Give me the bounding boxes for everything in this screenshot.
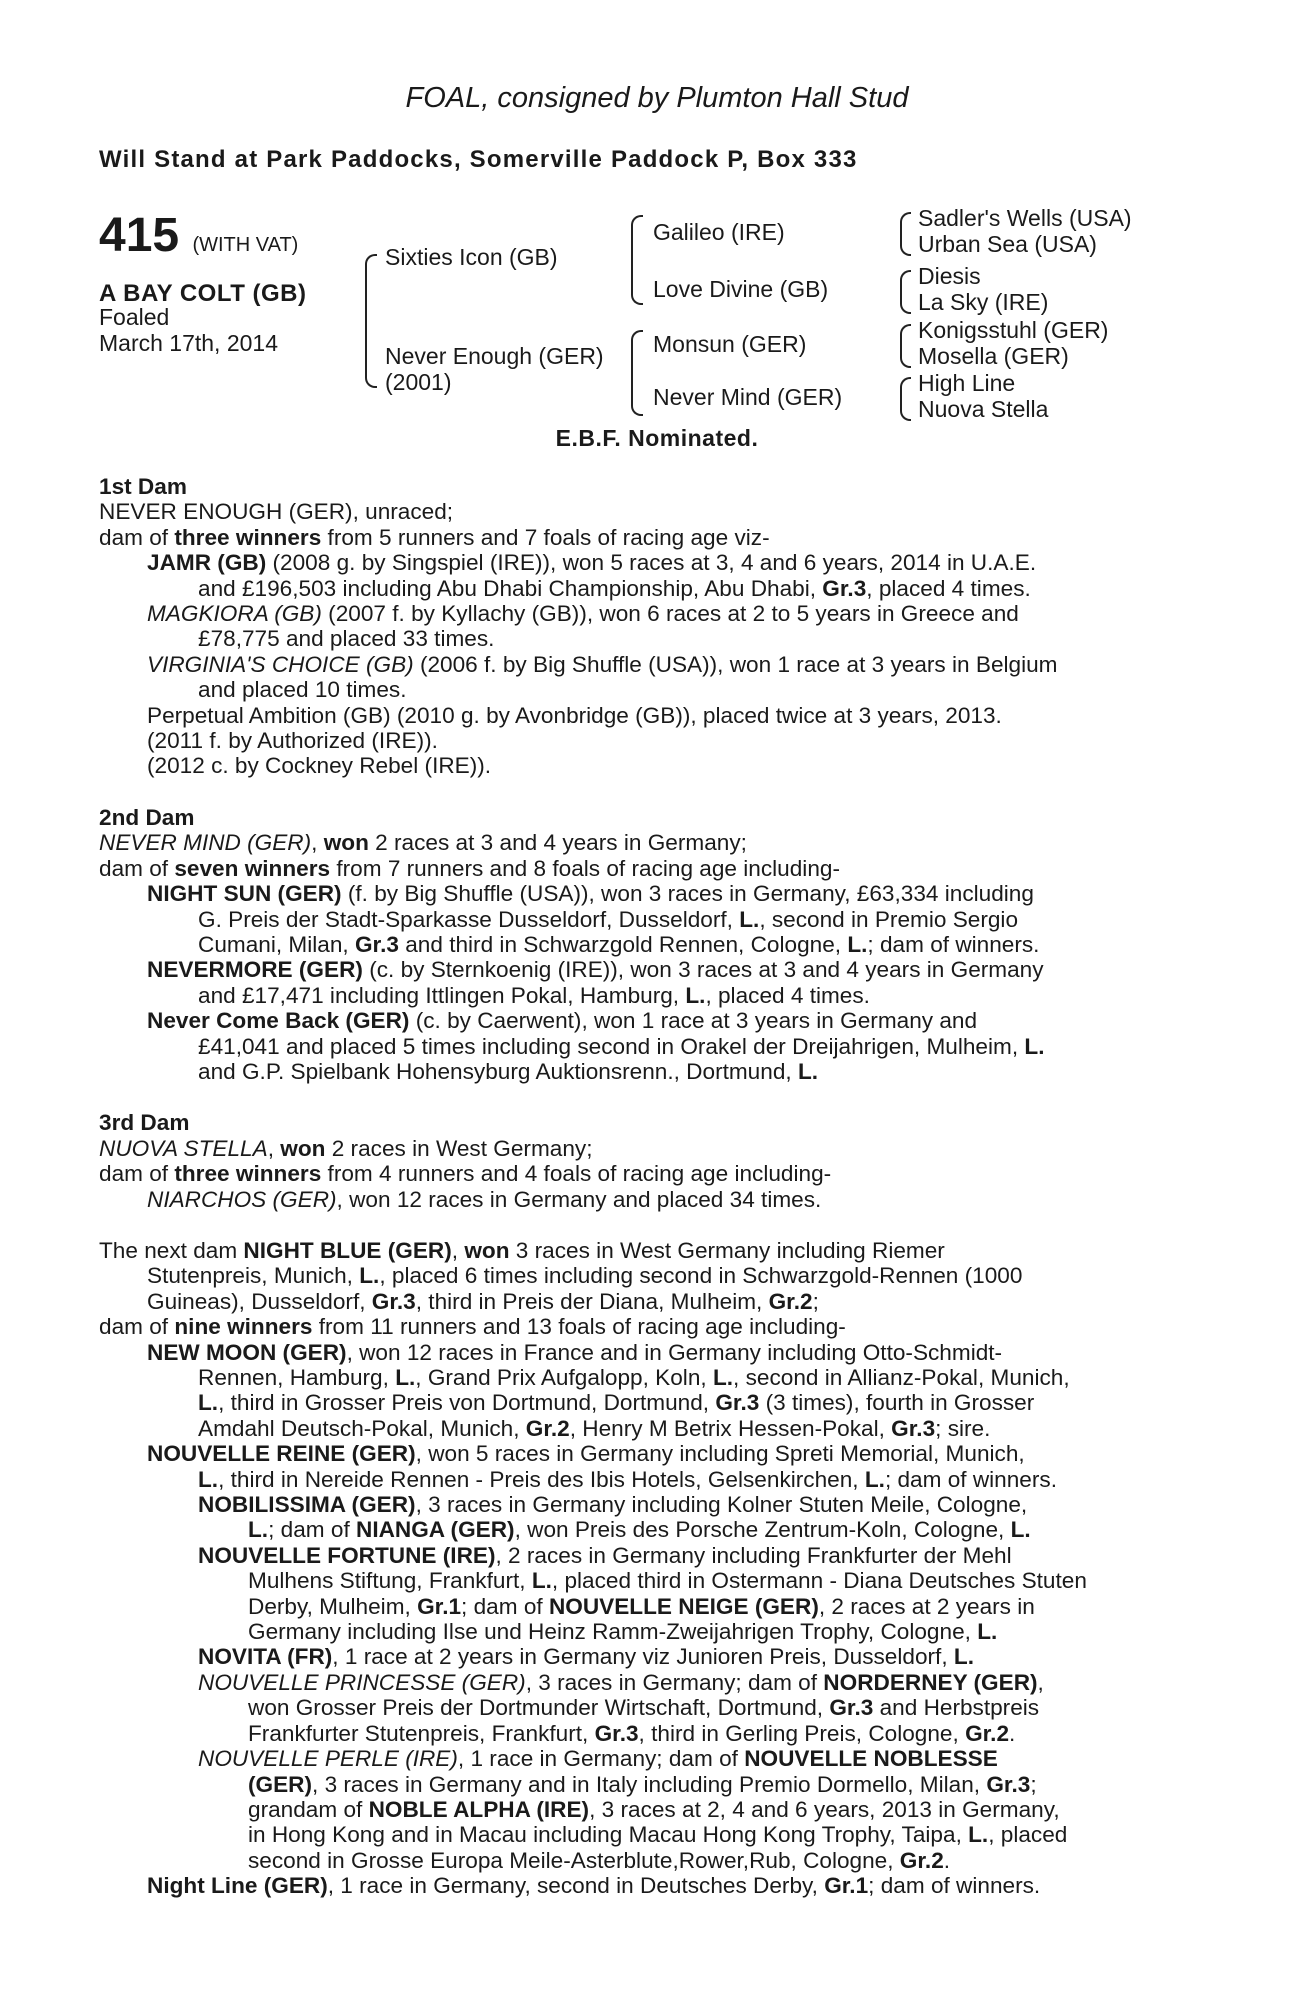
pedigree-gen3-6: Mosella (GER) [918, 343, 1069, 369]
lot-number [99, 208, 298, 263]
pedigree-dam-sire: Monsun (GER) [653, 331, 807, 357]
produce-entry: (2011 f. by Authorized (IRE)). [147, 728, 438, 754]
third-dam-line: NUOVA STELLA, won 2 races in West Germany; [99, 1135, 593, 1161]
pedigree-gen3-2: Urban Sea (USA) [918, 231, 1097, 257]
produce-entry-sub: NOUVELLE FORTUNE (IRE), 2 races in Germany including Frankfurter der Mehl [198, 1542, 1012, 1568]
pedigree-bracket-g2 [900, 270, 911, 314]
first-dam-line: NEVER ENOUGH (GER), unraced; [99, 499, 454, 525]
produce-entry: VIRGINIA'S CHOICE (GB) (2006 f. by Big Shuffle (USA)), won 1 race at 3 years in Belgium [147, 651, 1058, 677]
produce-entry-sub-cont: second in Grosse Europa Meile-Asterblute,Rower,Rub, Cologne, Gr.2. [248, 1847, 951, 1873]
pedigree-gen3-5: Konigsstuhl (GER) [918, 317, 1109, 343]
produce-entry-cont: and £196,503 including Abu Dhabi Championship, Abu Dhabi, Gr.3, placed 4 times. [198, 575, 1031, 601]
produce-entry-cont: £78,775 and placed 33 times. [198, 626, 495, 652]
produce-entry-cont: L., third in Grosser Preis von Dortmund, Dortmund, Gr.3 (3 times), fourth in Grosser [198, 1390, 1035, 1416]
produce-entry-sub-cont: (GER), 3 races in Germany and in Italy including Premio Dormello, Milan, Gr.3; [248, 1771, 1037, 1797]
produce-entry-cont: Amdahl Deutsch-Pokal, Munich, Gr.2, Henry M Betrix Hessen-Pokal, Gr.3; sire. [198, 1415, 991, 1441]
next-dam-produce-summary: dam of nine winners from 11 runners and 13 foals of racing age including- [99, 1314, 846, 1340]
produce-entry-cont: and placed 10 times. [198, 677, 407, 703]
consignor-line: FOAL, consigned by Plumton Hall Stud [405, 82, 909, 114]
ebf-note: E.B.F. Nominated. [555, 425, 759, 451]
produce-entry-sub-cont: Mulhens Stiftung, Frankfurt, L., placed third in Ostermann - Diana Deutsches Stuten [248, 1568, 1087, 1594]
pedigree-bracket-g3 [900, 324, 911, 368]
pedigree-gen3-4: La Sky (IRE) [918, 289, 1049, 315]
foaled-date: March 17th, 2014 [99, 330, 279, 356]
foaled-label: Foaled [99, 304, 170, 330]
pedigree-gen3-3: Diesis [918, 263, 981, 289]
first-dam-produce-summary: dam of three winners from 5 runners and 7 foals of racing age viz- [99, 524, 770, 550]
produce-entry-sub-cont: Germany including Ilse und Heinz Ramm-Zweijahrigen Trophy, Cologne, L. [248, 1619, 998, 1645]
produce-entry-sub: NOBILISSIMA (GER), 3 races in Germany including Kolner Stuten Meile, Cologne, [198, 1492, 1028, 1518]
next-dam-line-cont: Guineas), Dusseldorf, Gr.3, third in Preis der Diana, Mulheim, Gr.2; [147, 1288, 819, 1314]
produce-entry: Night Line (GER), 1 race in Germany, second in Deutsches Derby, Gr.1; dam of winners. [147, 1873, 1041, 1899]
pedigree-bracket-g4 [900, 377, 911, 421]
pedigree-dam-year: (2001) [385, 369, 452, 395]
stand-location: Will Stand at Park Paddocks, Somerville Paddock P, Box 333 [99, 146, 858, 173]
third-dam-heading: 3rd Dam [99, 1110, 190, 1136]
second-dam-produce-summary: dam of seven winners from 7 runners and 8 foals of racing age including- [99, 855, 840, 881]
pedigree-bracket-sire [365, 254, 377, 388]
produce-entry-cont: £41,041 and placed 5 times including second in Orakel der Dreijahrigen, Mulheim, L. [198, 1033, 1045, 1059]
produce-entry-cont: L., third in Nereide Rennen - Preis des Ibis Hotels, Gelsenkirchen, L.; dam of winners. [198, 1466, 1057, 1492]
produce-entry: Never Come Back (GER) (c. by Caerwent), won 1 race at 3 years in Germany and [147, 1008, 978, 1034]
produce-entry-sub-cont: in Hong Kong and in Macau including Macau Hong Kong Trophy, Taipa, L., placed [248, 1822, 1068, 1848]
produce-entry-cont: Cumani, Milan, Gr.3 and third in Schwarzgold Rennen, Cologne, L.; dam of winners. [198, 931, 1040, 957]
lot-description: A BAY COLT (GB) [99, 280, 307, 307]
second-dam-heading: 2nd Dam [99, 804, 195, 830]
produce-entry: NEW MOON (GER), won 12 races in France and in Germany including Otto-Schmidt- [147, 1339, 1003, 1365]
produce-entry: (2012 c. by Cockney Rebel (IRE)). [147, 753, 492, 779]
pedigree-gen3-8: Nuova Stella [918, 396, 1049, 422]
produce-entry: NOUVELLE REINE (GER), won 5 races in Germany including Spreti Memorial, Munich, [147, 1441, 1025, 1467]
pedigree-bracket-dam-parents [631, 330, 643, 416]
produce-entry: MAGKIORA (GB) (2007 f. by Kyllachy (GB)), won 6 races at 2 to 5 years in Greece and [147, 601, 1019, 627]
produce-entry-sub: NOUVELLE PRINCESSE (GER), 3 races in Germany; dam of NORDERNEY (GER), [198, 1669, 1044, 1695]
second-dam-line: NEVER MIND (GER), won 2 races at 3 and 4 years in Germany; [99, 830, 747, 856]
pedigree-sire-sire: Galileo (IRE) [653, 219, 785, 245]
produce-entry-cont: G. Preis der Stadt-Sparkasse Dusseldorf, Dusseldorf, L., second in Premio Sergio [198, 906, 1019, 932]
produce-entry-sub-cont: Frankfurter Stutenpreis, Frankfurt, Gr.3, third in Gerling Preis, Cologne, Gr.2. [248, 1720, 1016, 1746]
produce-entry-sub-cont: won Grosser Preis der Dortmunder Wirtschaft, Dortmund, Gr.3 and Herbstpreis [248, 1695, 1040, 1721]
produce-entry-sub: NOVITA (FR), 1 race at 2 years in Germany viz Junioren Preis, Dusseldorf, L. [198, 1644, 974, 1670]
produce-entry-cont: and G.P. Spielbank Hohensyburg Auktionsrenn., Dortmund, L. [198, 1058, 819, 1084]
pedigree-sire: Sixties Icon (GB) [385, 244, 558, 270]
pedigree-gen3-7: High Line [918, 370, 1016, 396]
produce-entry: NEVERMORE (GER) (c. by Sternkoenig (IRE)), won 3 races at 3 and 4 years in Germany [147, 957, 1044, 983]
produce-entry-cont: Rennen, Hamburg, L., Grand Prix Aufgalopp, Koln, L., second in Allianz-Pokal, Munich, [198, 1365, 1070, 1390]
pedigree-sire-dam: Love Divine (GB) [653, 276, 829, 302]
produce-entry-sub-cont: L.; dam of NIANGA (GER), won Preis des Porsche Zentrum-Koln, Cologne, L. [248, 1517, 1031, 1543]
third-dam-produce-summary: dam of three winners from 4 runners and 4 foals of racing age including- [99, 1161, 832, 1187]
pedigree-dam: Never Enough (GER) [385, 343, 604, 369]
next-dam-line: The next dam NIGHT BLUE (GER), won 3 races in West Germany including Riemer [99, 1237, 945, 1263]
next-dam-line-cont: Stutenpreis, Munich, L., placed 6 times including second in Schwarzgold-Rennen (1000 [147, 1263, 1023, 1289]
lot-number-value: 415 [99, 209, 180, 262]
vat-note: (WITH VAT) [192, 234, 299, 256]
produce-entry: JAMR (GB) (2008 g. by Singspiel (IRE)), won 5 races at 3, 4 and 6 years, 2014 in U.A.E. [147, 550, 1037, 576]
first-dam-heading: 1st Dam [99, 474, 187, 499]
produce-entry: Perpetual Ambition (GB) (2010 g. by Avonbridge (GB)), placed twice at 3 years, 2013. [147, 702, 1002, 728]
pedigree-dam-dam: Never Mind (GER) [653, 384, 843, 410]
catalogue-body [99, 474, 1199, 1899]
produce-entry: NIGHT SUN (GER) (f. by Big Shuffle (USA)), won 3 races in Germany, £63,334 including [147, 881, 1034, 907]
produce-entry-sub-cont: grandam of NOBLE ALPHA (IRE), 3 races at 2, 4 and 6 years, 2013 in Germany, [248, 1796, 1060, 1822]
pedigree-bracket-g1 [900, 212, 911, 256]
pedigree-bracket-sire-parents [631, 215, 643, 305]
produce-entry-sub: NOUVELLE PERLE (IRE), 1 race in Germany; dam of NOUVELLE NOBLESSE [198, 1746, 998, 1772]
produce-entry-sub-cont: Derby, Mulheim, Gr.1; dam of NOUVELLE NEIGE (GER), 2 races at 2 years in [248, 1593, 1035, 1619]
pedigree-gen3-1: Sadler's Wells (USA) [918, 205, 1132, 231]
produce-entry-cont: and £17,471 including Ittlingen Pokal, Hamburg, L., placed 4 times. [198, 982, 870, 1008]
produce-entry: NIARCHOS (GER), won 12 races in Germany and placed 34 times. [147, 1186, 822, 1212]
